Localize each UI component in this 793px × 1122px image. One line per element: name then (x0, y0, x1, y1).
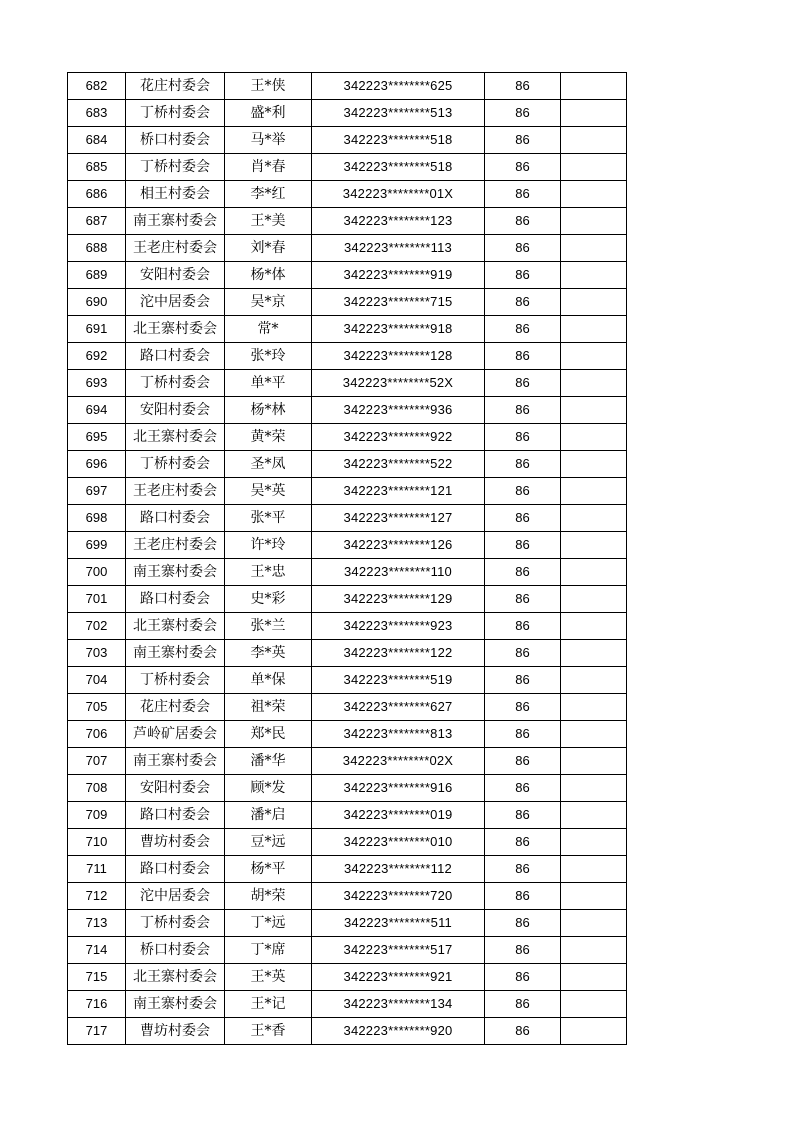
cell-name: 常* (225, 316, 312, 343)
cell-note (561, 73, 627, 100)
cell-note (561, 343, 627, 370)
cell-score: 86 (485, 856, 561, 883)
cell-id-number: 342223********121 (312, 478, 485, 505)
cell-score: 86 (485, 343, 561, 370)
cell-name: 肖*春 (225, 154, 312, 181)
table-row (68, 802, 627, 829)
cell-id-number: 342223********511 (312, 910, 485, 937)
cell-id-number: 342223********916 (312, 775, 485, 802)
cell-unit: 南王寨村委会 (126, 640, 225, 667)
cell-name: 潘*华 (225, 748, 312, 775)
table-row (68, 154, 627, 181)
table-row (68, 667, 627, 694)
cell-number: 682 (68, 73, 126, 100)
cell-name: 黄*荣 (225, 424, 312, 451)
cell-number: 709 (68, 802, 126, 829)
cell-name: 吴*京 (225, 289, 312, 316)
cell-id-number: 342223********110 (312, 559, 485, 586)
cell-unit: 桥口村委会 (126, 937, 225, 964)
table-row (68, 964, 627, 991)
cell-number: 692 (68, 343, 126, 370)
cell-note (561, 964, 627, 991)
cell-unit: 桥口村委会 (126, 127, 225, 154)
cell-number: 698 (68, 505, 126, 532)
cell-number: 706 (68, 721, 126, 748)
cell-unit: 王老庄村委会 (126, 235, 225, 262)
cell-score: 86 (485, 1018, 561, 1045)
cell-id-number: 342223********627 (312, 694, 485, 721)
cell-note (561, 883, 627, 910)
cell-id-number: 342223********625 (312, 73, 485, 100)
cell-score: 86 (485, 316, 561, 343)
table-row (68, 235, 627, 262)
cell-note (561, 532, 627, 559)
cell-note (561, 586, 627, 613)
cell-score: 86 (485, 235, 561, 262)
cell-id-number: 342223********01X (312, 181, 485, 208)
cell-number: 701 (68, 586, 126, 613)
cell-unit: 王老庄村委会 (126, 478, 225, 505)
cell-name: 王*美 (225, 208, 312, 235)
table-row (68, 478, 627, 505)
cell-score: 86 (485, 586, 561, 613)
cell-unit: 路口村委会 (126, 505, 225, 532)
cell-unit: 北王寨村委会 (126, 316, 225, 343)
cell-number: 707 (68, 748, 126, 775)
cell-score: 86 (485, 775, 561, 802)
cell-note (561, 721, 627, 748)
cell-unit: 南王寨村委会 (126, 559, 225, 586)
cell-note (561, 451, 627, 478)
table-row (68, 910, 627, 937)
table-row (68, 73, 627, 100)
cell-name: 张*玲 (225, 343, 312, 370)
cell-name: 李*英 (225, 640, 312, 667)
cell-id-number: 342223********112 (312, 856, 485, 883)
cell-note (561, 937, 627, 964)
cell-score: 86 (485, 829, 561, 856)
cell-score: 86 (485, 640, 561, 667)
cell-unit: 安阳村委会 (126, 397, 225, 424)
table-row (68, 748, 627, 775)
cell-score: 86 (485, 478, 561, 505)
cell-note (561, 478, 627, 505)
cell-number: 686 (68, 181, 126, 208)
cell-number: 717 (68, 1018, 126, 1045)
cell-unit: 北王寨村委会 (126, 424, 225, 451)
cell-number: 697 (68, 478, 126, 505)
cell-number: 688 (68, 235, 126, 262)
table-row (68, 289, 627, 316)
cell-name: 王*英 (225, 964, 312, 991)
cell-number: 716 (68, 991, 126, 1018)
cell-unit: 丁桥村委会 (126, 667, 225, 694)
cell-score: 86 (485, 208, 561, 235)
cell-score: 86 (485, 532, 561, 559)
cell-note (561, 424, 627, 451)
cell-number: 693 (68, 370, 126, 397)
cell-unit: 路口村委会 (126, 343, 225, 370)
cell-score: 86 (485, 424, 561, 451)
cell-score: 86 (485, 748, 561, 775)
table-row (68, 127, 627, 154)
cell-number: 715 (68, 964, 126, 991)
cell-id-number: 342223********010 (312, 829, 485, 856)
cell-unit: 北王寨村委会 (126, 964, 225, 991)
cell-id-number: 342223********922 (312, 424, 485, 451)
cell-unit: 丁桥村委会 (126, 154, 225, 181)
cell-name: 杨*体 (225, 262, 312, 289)
table-row (68, 586, 627, 613)
cell-number: 687 (68, 208, 126, 235)
cell-note (561, 1018, 627, 1045)
cell-note (561, 262, 627, 289)
cell-unit: 芦岭矿居委会 (126, 721, 225, 748)
cell-id-number: 342223********02X (312, 748, 485, 775)
cell-number: 713 (68, 910, 126, 937)
table-row (68, 829, 627, 856)
cell-unit: 丁桥村委会 (126, 100, 225, 127)
cell-name: 圣*凤 (225, 451, 312, 478)
cell-name: 杨*平 (225, 856, 312, 883)
cell-unit: 安阳村委会 (126, 262, 225, 289)
cell-name: 王*侠 (225, 73, 312, 100)
cell-id-number: 342223********518 (312, 154, 485, 181)
cell-name: 李*红 (225, 181, 312, 208)
cell-note (561, 856, 627, 883)
cell-score: 86 (485, 964, 561, 991)
cell-score: 86 (485, 910, 561, 937)
cell-score: 86 (485, 991, 561, 1018)
cell-note (561, 208, 627, 235)
cell-number: 712 (68, 883, 126, 910)
cell-name: 许*玲 (225, 532, 312, 559)
cell-score: 86 (485, 667, 561, 694)
cell-number: 702 (68, 613, 126, 640)
cell-id-number: 342223********936 (312, 397, 485, 424)
cell-score: 86 (485, 262, 561, 289)
cell-unit: 路口村委会 (126, 856, 225, 883)
cell-name: 祖*荣 (225, 694, 312, 721)
cell-note (561, 991, 627, 1018)
cell-unit: 南王寨村委会 (126, 748, 225, 775)
cell-number: 699 (68, 532, 126, 559)
cell-id-number: 342223********127 (312, 505, 485, 532)
cell-unit: 王老庄村委会 (126, 532, 225, 559)
cell-name: 张*兰 (225, 613, 312, 640)
table-row (68, 775, 627, 802)
table-row (68, 694, 627, 721)
cell-unit: 曹坊村委会 (126, 829, 225, 856)
roster-table (67, 72, 627, 1045)
cell-id-number: 342223********517 (312, 937, 485, 964)
cell-unit: 沱中居委会 (126, 289, 225, 316)
cell-name: 丁*远 (225, 910, 312, 937)
table-row (68, 397, 627, 424)
cell-number: 683 (68, 100, 126, 127)
cell-score: 86 (485, 883, 561, 910)
table-row (68, 937, 627, 964)
cell-name: 马*举 (225, 127, 312, 154)
cell-score: 86 (485, 721, 561, 748)
cell-name: 潘*启 (225, 802, 312, 829)
cell-id-number: 342223********134 (312, 991, 485, 1018)
cell-unit: 沱中居委会 (126, 883, 225, 910)
cell-id-number: 342223********918 (312, 316, 485, 343)
cell-number: 694 (68, 397, 126, 424)
cell-score: 86 (485, 613, 561, 640)
cell-note (561, 613, 627, 640)
cell-note (561, 748, 627, 775)
cell-name: 刘*春 (225, 235, 312, 262)
cell-name: 张*平 (225, 505, 312, 532)
table-row (68, 181, 627, 208)
cell-note (561, 829, 627, 856)
table-row (68, 262, 627, 289)
cell-id-number: 342223********128 (312, 343, 485, 370)
cell-note (561, 154, 627, 181)
table-row (68, 505, 627, 532)
cell-name: 单*保 (225, 667, 312, 694)
table-row (68, 424, 627, 451)
table-row (68, 100, 627, 127)
cell-name: 史*彩 (225, 586, 312, 613)
cell-score: 86 (485, 127, 561, 154)
cell-number: 705 (68, 694, 126, 721)
table-row (68, 316, 627, 343)
cell-id-number: 342223********720 (312, 883, 485, 910)
cell-note (561, 127, 627, 154)
table-row (68, 613, 627, 640)
cell-id-number: 342223********919 (312, 262, 485, 289)
cell-note (561, 316, 627, 343)
cell-name: 王*记 (225, 991, 312, 1018)
table-row (68, 370, 627, 397)
cell-name: 盛*利 (225, 100, 312, 127)
cell-score: 86 (485, 370, 561, 397)
cell-number: 704 (68, 667, 126, 694)
cell-unit: 相王村委会 (126, 181, 225, 208)
cell-unit: 丁桥村委会 (126, 910, 225, 937)
cell-name: 吴*英 (225, 478, 312, 505)
cell-id-number: 342223********019 (312, 802, 485, 829)
cell-number: 690 (68, 289, 126, 316)
cell-score: 86 (485, 802, 561, 829)
cell-score: 86 (485, 289, 561, 316)
cell-note (561, 910, 627, 937)
cell-note (561, 505, 627, 532)
cell-score: 86 (485, 937, 561, 964)
cell-unit: 花庄村委会 (126, 73, 225, 100)
cell-id-number: 342223********813 (312, 721, 485, 748)
cell-score: 86 (485, 100, 561, 127)
cell-note (561, 667, 627, 694)
cell-id-number: 342223********126 (312, 532, 485, 559)
cell-note (561, 559, 627, 586)
cell-unit: 南王寨村委会 (126, 208, 225, 235)
cell-id-number: 342223********519 (312, 667, 485, 694)
cell-name: 杨*林 (225, 397, 312, 424)
cell-score: 86 (485, 505, 561, 532)
cell-unit: 路口村委会 (126, 586, 225, 613)
cell-id-number: 342223********123 (312, 208, 485, 235)
cell-note (561, 694, 627, 721)
cell-name: 郑*民 (225, 721, 312, 748)
cell-name: 王*香 (225, 1018, 312, 1045)
cell-name: 胡*荣 (225, 883, 312, 910)
cell-id-number: 342223********52X (312, 370, 485, 397)
cell-score: 86 (485, 559, 561, 586)
cell-unit: 花庄村委会 (126, 694, 225, 721)
cell-score: 86 (485, 154, 561, 181)
table-row (68, 451, 627, 478)
cell-note (561, 775, 627, 802)
cell-number: 684 (68, 127, 126, 154)
cell-number: 708 (68, 775, 126, 802)
cell-number: 691 (68, 316, 126, 343)
cell-number: 703 (68, 640, 126, 667)
cell-id-number: 342223********522 (312, 451, 485, 478)
cell-id-number: 342223********113 (312, 235, 485, 262)
table-row (68, 991, 627, 1018)
table-row (68, 343, 627, 370)
cell-note (561, 640, 627, 667)
cell-number: 700 (68, 559, 126, 586)
cell-note (561, 289, 627, 316)
cell-id-number: 342223********920 (312, 1018, 485, 1045)
cell-unit: 曹坊村委会 (126, 1018, 225, 1045)
cell-id-number: 342223********513 (312, 100, 485, 127)
cell-id-number: 342223********715 (312, 289, 485, 316)
cell-number: 710 (68, 829, 126, 856)
cell-name: 单*平 (225, 370, 312, 397)
cell-note (561, 181, 627, 208)
cell-note (561, 235, 627, 262)
cell-unit: 安阳村委会 (126, 775, 225, 802)
cell-note (561, 802, 627, 829)
cell-id-number: 342223********122 (312, 640, 485, 667)
cell-note (561, 100, 627, 127)
cell-number: 689 (68, 262, 126, 289)
table-row (68, 856, 627, 883)
cell-id-number: 342223********921 (312, 964, 485, 991)
cell-unit: 南王寨村委会 (126, 991, 225, 1018)
cell-id-number: 342223********518 (312, 127, 485, 154)
table-row (68, 532, 627, 559)
cell-score: 86 (485, 694, 561, 721)
cell-score: 86 (485, 397, 561, 424)
cell-number: 711 (68, 856, 126, 883)
cell-name: 豆*远 (225, 829, 312, 856)
table-row (68, 883, 627, 910)
cell-score: 86 (485, 451, 561, 478)
cell-number: 696 (68, 451, 126, 478)
cell-number: 685 (68, 154, 126, 181)
table-row (68, 640, 627, 667)
cell-note (561, 370, 627, 397)
cell-name: 丁*席 (225, 937, 312, 964)
cell-name: 顾*发 (225, 775, 312, 802)
cell-unit: 路口村委会 (126, 802, 225, 829)
cell-unit: 丁桥村委会 (126, 451, 225, 478)
cell-unit: 北王寨村委会 (126, 613, 225, 640)
cell-name: 王*忠 (225, 559, 312, 586)
table-row (68, 721, 627, 748)
table-row (68, 1018, 627, 1045)
table-row (68, 559, 627, 586)
roster-table-body (68, 73, 627, 1045)
cell-score: 86 (485, 73, 561, 100)
cell-number: 695 (68, 424, 126, 451)
cell-score: 86 (485, 181, 561, 208)
table-row (68, 208, 627, 235)
cell-note (561, 397, 627, 424)
cell-number: 714 (68, 937, 126, 964)
cell-id-number: 342223********129 (312, 586, 485, 613)
cell-id-number: 342223********923 (312, 613, 485, 640)
cell-unit: 丁桥村委会 (126, 370, 225, 397)
